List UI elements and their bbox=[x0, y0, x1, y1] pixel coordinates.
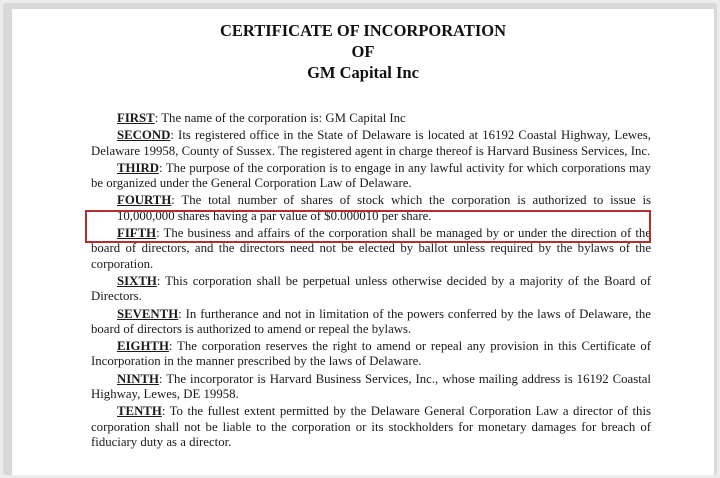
article-text: : To the fullest extent permitted by the Delaware General Corporation Law a director of this corporation shall not be liable to the corporation or its stockholders for monetary damages for breach of fiduciary duty as a director. bbox=[91, 404, 651, 449]
article-text: : The name of the corporation is: GM Capital Inc bbox=[154, 111, 406, 125]
article-first bbox=[91, 111, 651, 126]
document-frame bbox=[3, 3, 717, 475]
article-label: FOURTH bbox=[117, 193, 172, 208]
article-sixth bbox=[91, 274, 651, 305]
article-label: FIRST bbox=[117, 111, 155, 125]
company-name-title: GM Capital Inc bbox=[307, 63, 419, 82]
article-label: SIXTH bbox=[117, 273, 157, 288]
article-text: : The total number of shares of stock which the corporation is authorized to issue is 10,000,000 shares having a par value of $0.000010 per share. bbox=[117, 193, 651, 223]
article-text: : The incorporator is Harvard Business Services, Inc., whose mailing address is 16192 Coastal Highway, Lewes, DE 19958. bbox=[91, 371, 651, 402]
article-third bbox=[91, 161, 651, 192]
article-seventh bbox=[91, 307, 651, 338]
article-text: : In furtherance and not in limitation of the powers conferred by the laws of Delaware, the board of directors is authorized to amend or repeal the bylaws. bbox=[91, 306, 651, 336]
article-label: TENTH bbox=[117, 404, 162, 419]
article-text: : The corporation reserves the right to amend or repeal any provision in this Certificate of Incorporation in the manner prescribed by the laws of Delaware. bbox=[91, 339, 651, 369]
article-eighth bbox=[91, 339, 651, 370]
article-tenth bbox=[91, 404, 651, 450]
certificate-page bbox=[12, 9, 714, 475]
article-ninth bbox=[91, 372, 651, 403]
article-text: : This corporation shall be perpetual unless otherwise decided by a majority of the Board of Directors. bbox=[91, 273, 651, 304]
article-text: : The business and affairs of the corporation shall be managed by or under the direction of the board of directors, and the directors need not be elected by ballot unless required by the bylaws of the corporation. bbox=[91, 226, 651, 271]
article-label: EIGHTH bbox=[117, 339, 169, 354]
document-title-of: OF bbox=[351, 42, 375, 61]
article-second bbox=[91, 128, 651, 159]
article-label: NINTH bbox=[117, 371, 159, 386]
articles-body bbox=[91, 111, 651, 452]
article-label: SEVENTH bbox=[117, 306, 179, 321]
article-label: SECOND bbox=[117, 128, 171, 143]
fourth-article-highlight-box bbox=[85, 210, 651, 243]
article-text: : The purpose of the corporation is to engage in any lawful activity for which corporations may be organized under the General Corporation Law of Delaware. bbox=[91, 160, 651, 191]
article-label: FIFTH bbox=[117, 226, 157, 241]
article-text: : Its registered office in the State of Delaware is located at 16192 Coastal Highway, Lewes, Delaware 19958, County of Sussex. The registered agent in charge thereof is Harvard Business Services, Inc. bbox=[91, 128, 651, 158]
document-title: CERTIFICATE OF INCORPORATION bbox=[219, 21, 507, 40]
article-label: THIRD bbox=[117, 160, 159, 175]
